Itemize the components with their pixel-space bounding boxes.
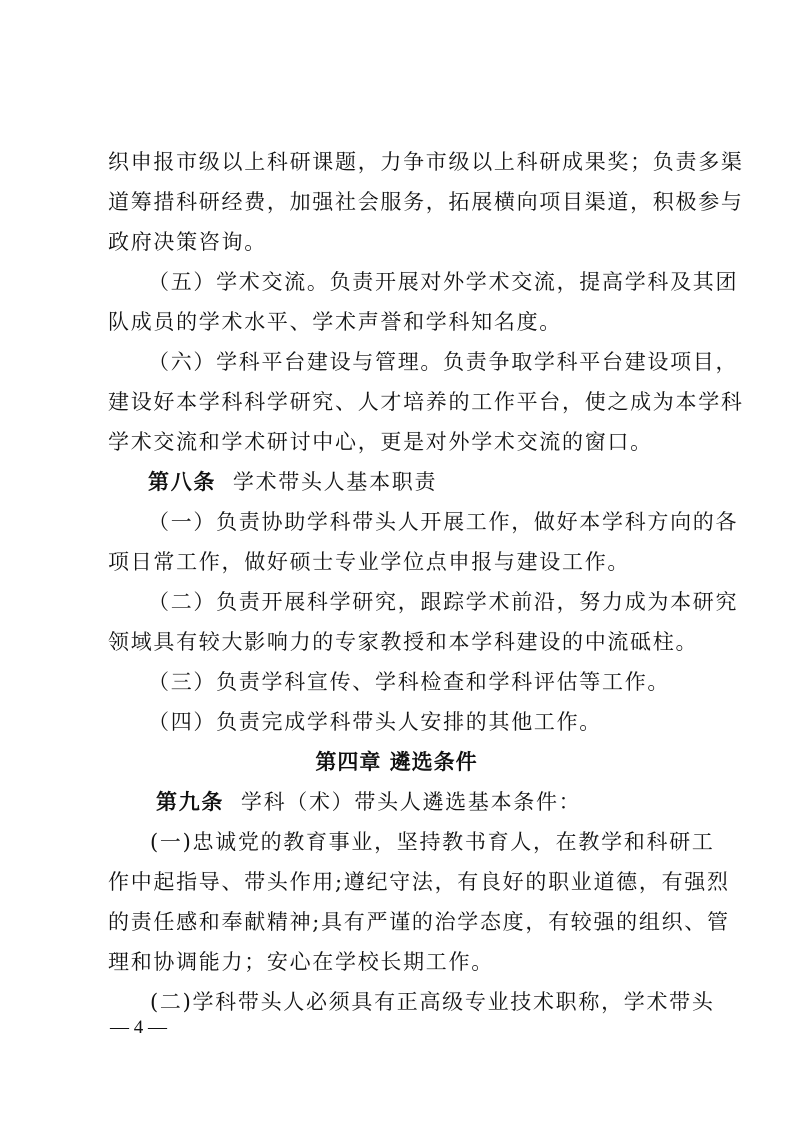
text-line: (一)忠诚党的教育事业，坚持教书育人，在教学和科研工 [150,830,715,854]
article-9-title: 第九条 [156,789,225,814]
text-line: 理和协调能力；安心在学校长期工作。 [108,950,494,974]
article-8-text: 学术带头人基本职责 [232,470,438,494]
text-line: 队成员的学术水平、学术声誉和学科知名度。 [108,310,562,334]
text-line: 道筹措科研经费，加强社会服务，拓展横向项目渠道，积极参与 [108,190,744,214]
text-line: （三）负责学科宣传、学科检查和学科评估等工作。 [148,670,671,694]
text-line: （六）学科平台建设与管理。负责争取学科平台建设项目， [148,350,739,374]
text-line: 领域具有较大影响力的专家教授和本学科建设的中流砥柱。 [108,630,699,654]
article-9-text: 学科（术）带头人遴选基本条件： [240,790,582,814]
text-line: 作中起指导、带头作用;遵纪守法，有良好的职业道德，有强烈 [108,870,730,894]
article-8-title: 第八条 [148,469,217,494]
text-line: （四）负责完成学科带头人安排的其他工作。 [148,710,602,734]
text-line: 项日常工作，做好硕士专业学位点申报与建设工作。 [108,550,631,574]
text-line: (二)学科带头人必须具有正高级专业技术职称，学术带头 [150,990,715,1014]
article-8-heading [148,467,738,497]
text-line: 政府决策咨询。 [108,230,267,254]
article-9-heading [156,787,746,817]
chapter-heading: 第四章 遴选条件 [315,749,478,774]
text-line: （五）学术交流。负责开展对外学术交流，提高学科及其团 [148,270,739,294]
text-line: 的责任感和奉献精神;具有严谨的治学态度，有较强的组织、管 [108,910,730,934]
text-line: 学术交流和学术研讨中心，更是对外学术交流的窗口。 [108,430,653,454]
text-line: （一）负责协助学科带头人开展工作，做好本学科方向的各 [148,510,739,534]
page-number: — 4 — [110,1017,167,1038]
text-line: 织申报市级以上科研课题，力争市级以上科研成果奖；负责多渠 [108,150,744,174]
text-line: 建设好本学科科学研究、人才培养的工作平台，使之成为本学科 [108,390,744,414]
text-line: （二）负责开展科学研究，跟踪学术前沿，努力成为本研究 [148,590,739,614]
